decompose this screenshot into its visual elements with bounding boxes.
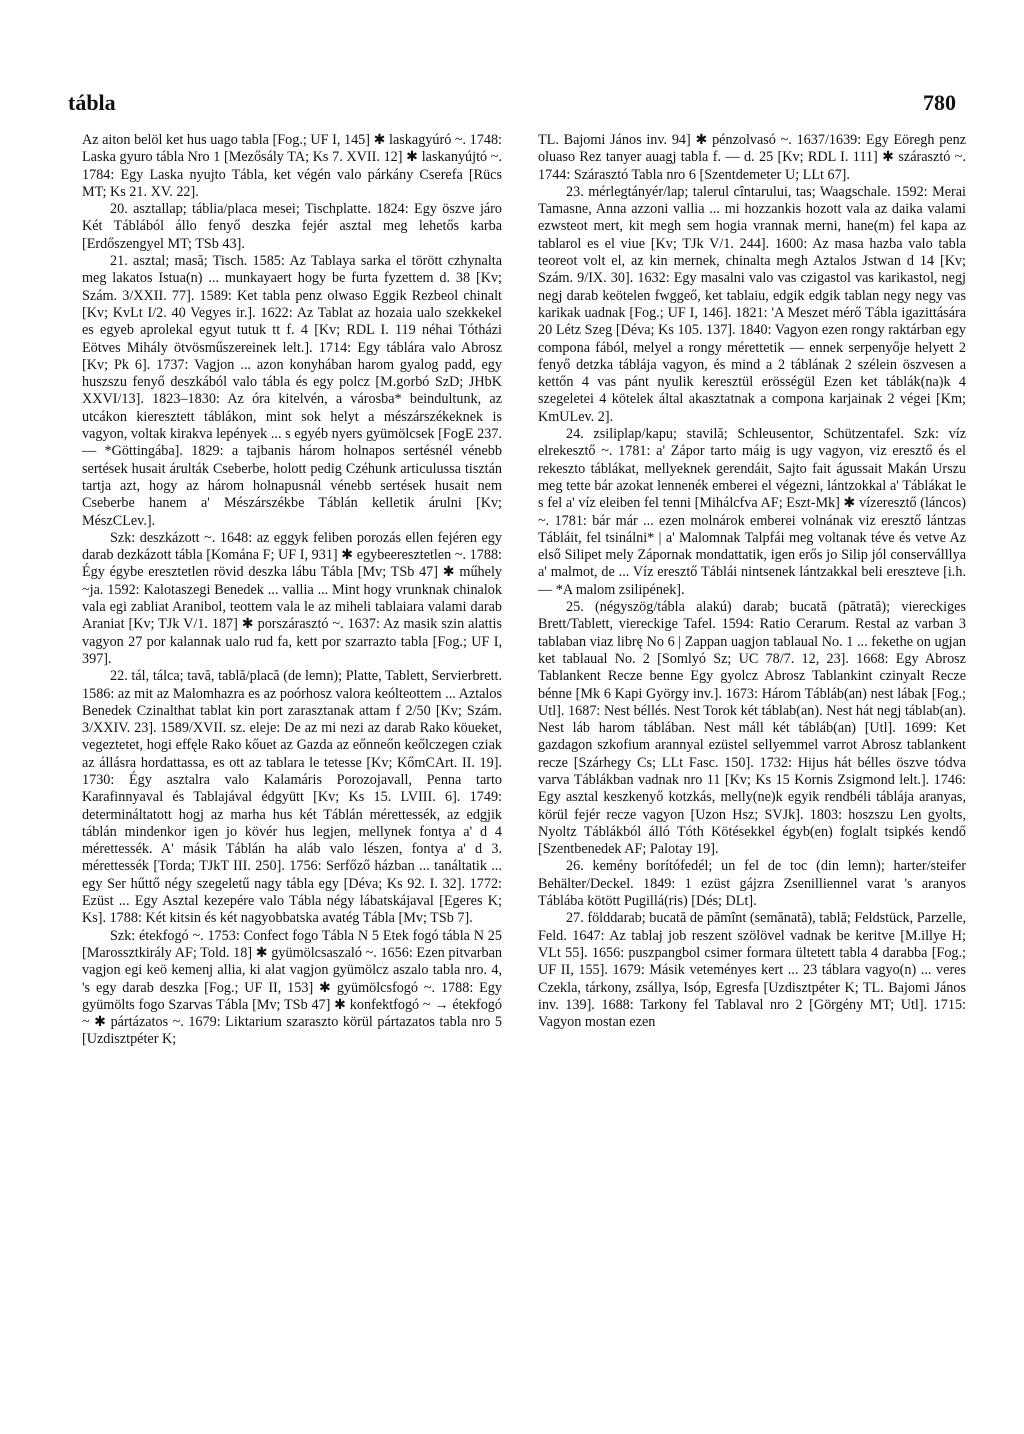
- left-paragraph-5: 22. tál, tálca; tavă, tablă/placă (de lemn); Platte, Tablett, Servierbrett. 1586: az mit az Malomhazra es az poórhosz valora keólteottem ... Aztalos Benedek Czinalthat tablat kin port zarasztanak attam f 2/50 [Kv; Szám. 3/XXIV. 23]. 1589/XVII. sz. eleje: De az mi nezi az darab Rako köueket, vegeztetet, hogi effęle Rako kőuet az Gazda az eőnneőn keőlczegen cziak az állásra hordattassa, es ott az tablara le tetesse [Kv; KőmCArt. II. 19]. 1730: Égy asztalra valo Kalamáris Porozojavall, Penna tarto Karafinnyaval és Tablajával édgyütt [Kv; Ks 15. LVIII. 6]. 1749: determináltatott hogj az marha hus két Táblán mérettessék, az edgjik táblán mindenkor igen jo kövér hus legjen, mellynek fontya a' d 4 mérettessék. A' másik Táblán ha aláb valo lészen, fontya a' d 3. mérettessék [Torda; TJkT III. 250]. 1756: Serfőző házban ... tanáltatik ... egy Ser hűttő négy szegeletű nagy tábla egy [Déva; Ks 92. I. 32]. 1772: Ezüst ... Egy Asztal kezepére valo Tábla négy lábatskájaval [Egeres K; Ks]. 1788: Két kitsin és két nagyobbatska avatég Tábla [Mv; TSb 7].: [82, 668, 502, 927]
- right-paragraph-4: 25. (négyszög/tábla alakú) darab; bucată (pătrată); viereckiges Brett/Tablett, viereckige Tafel. 1594: Ratio Cerarum. Restal az varban 3 tablaban viaz librę No 6 | Zappan uagjon tablaual No. 1 ... fekethe on ugjan ket tablaual No. 2 [Somlyó Sz; UC 78/7. 12, 23]. 1668: Egy Abrosz Tablankent Recze benne Egy gyolcz Abrosz Tablankint czinyalt Recze bénne [Mk 6 Kapi György inv.]. 1673: Három Tábláb(an) nest lábak [Fog.; Utl]. 1687: Nest béllés. Nest Torok két táblab(an). Nest hát negj táblab(an). Nest láb harom táblában. Nest máll két tábláb(an) [Utl]. 1699: Ket gazdagon szkofium arannyal ezüstel sellyemmel varrot Abrosz tablankent recze [Szárhegy Cs; LLt Fasc. 150]. 1732: Hijus hát bélles öszve tódva varva Táblákban vadnak nro 11 [Kv; Ks 15 Kornis Zsigmond lelt.]. 1746: Egy asztal keszkenyő kotzkás, melly(ne)k egyik rendbéli táblája aranyas, körül fejér recze vagyon [Uzon Hsz; SVJk]. 1803: hoszszu Len gyolts, Nyoltz Táblákból álló Tóth Kötésekkel égyb(en) foglalt tsipkés kendő [Szentbenedek AF; Palotay 19].: [538, 599, 966, 858]
- left-paragraph-1: Az aiton belöl ket hus uago tabla [Fog.; UF I, 145] ✱ laskagyúró ~. 1748: Laska gyuro tábla Nro 1 [Mezősály TA; Ks 7. XVII. 12] ✱ laskanyújtó ~. 1784: Egy Laska nyujto Tábla, ket végén valo párkány Cserefa [Rücs MT; Ks 21. XV. 22].: [82, 132, 502, 200]
- page-number: 780: [923, 90, 956, 115]
- left-paragraph-2: 20. asztallap; táblia/placa mesei; Tischplatte. 1824: Egy öszve járo Két Táblából állo fenyő deszka fejér asztal meg lehetős karba [Erdőszengyel MT; TSb 43].: [82, 201, 502, 252]
- right-paragraph-5: 26. kemény borítófedél; un fel de toc (din lemn); harter/steifer Behälter/Deckel. 1849: 1 ezüst gájzra Zsenilliennel varat 's aranyos Táblába kötött Pugillá(ris) [Dés; DLt].: [538, 858, 966, 910]
- page-header: [68, 90, 956, 120]
- right-paragraph-2: 23. mérlegtányér/lap; talerul cîntarului, tas; Waagschale. 1592: Merai Tamasne, Anna azzoni vallia ... mi hozzankis hozott vala az daika valami ezwsteot mert, kit megh sem hogia vrannak merni, hane(m) fel kapa az tablarol es el viue [Kv; TJk V/1. 244]. 1600: Az masa hazba valo tabla teoreot volt el, az kin mernek, chinalta megh Aztalos Jstwan d 14 [Kv; Szám. 9/IX. 30]. 1632: Egy masalni valo vas czigastol vas karikastol, negj negj darab keötelen fwggeő, ket tablaiu, edgik edgik tablan negy negy vas karikak uadnak [Fog.; UF I, 146]. 1821: 'A Meszet mérő Tábla igazittására 20 Létz Szeg [Déva; Ks 105. 137]. 1840: Vagyon ezen rongy raktárban egy compona fából, melyel a rongy mérettetik — ennek serpenyője helyett 2 fenyő detzka táblája vagyon, és mind a 2 táblának 2 szélein öszvesen a kettőn 4 vas pánt nyulik keresztül erösségül Ezen ket táblák(na)k 4 szegeletei 4 kötelek által akasztatnak a compona karjainak 2 végei [Km; KmULev. 2].: [538, 183, 966, 425]
- right-paragraph-3: 24. zsiliplap/kapu; stavilă; Schleusentor, Schützentafel. Szk: víz elrekesztő ~. 1781: a' Zápor tarto máig is ugy vagyon, viz eresztő és el rekeszto táblákat, mellyeknek gerendáit, Sajto fait águssait Makán Urszu meg tette bár azokat lennenék emberei el végezni, lántzokkal a' Táblákat le s fel a' víz eleiben fel tenni [Mihálcfva AF; Eszt-Mk] ✱ vízeresztő (láncos) ~. 1781: bár már ... ezen molnárok emberei volnának viz eresztő lántzas Tábláit, fel tsinálni* | a' Malomnak Talpfái meg voltanak téve és vetve Az első Silipet mely Zápornak mondattatik, igen erős jo Silip jól conserválllya a' malmot, de ... Víz eresztő Táblái nintsenek lántzakkal beli ereszteve [i.h. — *A malom zsilipének].: [538, 426, 966, 598]
- right-paragraph-1: TL. Bajomi János inv. 94] ✱ pénzolvasó ~. 1637/1639: Egy Eöregh penz oluaso Rez tanyer auagj tabla f. — d. 25 [Kv; RDL I. 111] ✱ szárasztó ~. 1744: Szárasztó Tabla nro 6 [Szentdemeter U; LLt 67].: [538, 132, 966, 183]
- left-column: [82, 132, 502, 1049]
- left-paragraph-4: Szk: deszkázott ~. 1648: az eggyk feliben porozás ellen fejéren egy darab dezkázott tábla [Komána F; UF I, 931] ✱ egybeeresztetlen ~. 1788: Égy égybe eresztetlen rövid deszka lábu Tábla [Mv; TSb 47] ✱ műhely ~ja. 1592: Kalotaszegi Benedek ... vallia ... Mint hogy vrunknak chinalok vala egi zabliat Aranibol, teottem vala le az miheli tablaiara valami darab Araniat [Kv; TJk V/1. 187] ✱ porszárasztó ~. 1637: Az masik szin alattis vagyon 27 por kalannak ualo rud fa, kett por szarrazto tabla [Fog.; UF I, 397].: [82, 529, 502, 667]
- left-paragraph-6: Szk: étekfogó ~. 1753: Confect fogo Tábla N 5 Etek fogó tábla N 25 [Marossztkirály AF; Told. 18] ✱ gyümölcsaszaló ~. 1656: Ezen pitvarban vagjon egi keö kemenj allia, ki alat vagjon gyümölcz aszalo tabla nro. 4, 's egy darab deszka [Fog.; UF II, 153] ✱ gyümölcsfogó ~. 1788: Egy gyümölts fogo Szarvas Tábla [Mv; TSb 47] ✱ konfektfogó ~ → étekfogó ~ ✱ pártázatos ~. 1679: Liktarium szaraszto körül pártazatos tabla nro 5 [Uzdisztpéter K;: [82, 927, 502, 1048]
- right-column: [538, 132, 966, 1031]
- left-paragraph-3: 21. asztal; masă; Tisch. 1585: Az Tablaya sarka el törött czhynalta meg lakatos Istua(n) ... munkayaert hogy be furta fyzettem d. 38 [Kv; Szám. 3/XXII. 77]. 1589: Ket tabla penz olwaso Eggik Rezbeol chinalt [Kv; KvLt I/2. 40 Vegyes ir.]. 1622: Az Tablat az hozaia ualo szekkekel es egyeb aprolekal egyut tutuk tt f. 4 [Kv; RDL I. 119 néhai Tótházi Eötves Mihály ötvösműszereinek lelt.]. 1714: Egy táblára valo Abrosz [Kv; Pk 6]. 1737: Vagjon ... azon konyhában harom gyalog padd, egy huszszu fenyő deszkából valo tábla és egy polcz [M.gorbó SzD; JHbK XXVI/13]. 1823–1830: Az óra kitelvén, a városba* beindultunk, az utcákon kieresztett táblákon, mint sok helyt a mészárszékeknek is vagyon, voltak kirakva lepények ... s egyéb nyers gyümölcsek [FogE 237. — *Göttingába]. 1829: a tajbanis három holnapos sertésnél vénebb sertések husait árulták Cseberbe, holott pedig Czéhunk articulussa tisztán tartja azt, hogy az három holnapusnál vénebb sertések husait nem Cseberbe hanem a' Mészárszékbe Táblán kelletik árulni [Kv; MészCLev.].: [82, 253, 502, 529]
- right-paragraph-6: 27. földdarab; bucată de pămînt (semănată), tablă; Feldstück, Parzelle, Feld. 1647: Az tablaj job reszent szölövel vadnak be keritve [M.illye H; VLt 55]. 1656: puszpangbol csimer formara ültetett tabla 4 darabba [Fog.; UF II, 155]. 1679: Másik veteményes kert ... 23 táblara vagyo(n) ... veres Czekla, tárkony, zsállya, Isóp, Egresfa [Uzdisztpéter K; TL. Bajomi János inv. 139]. 1688: Tarkony fel Tablaval nro 2 [Görgény MT; Utl]. 1715: Vagyon mostan ezen: [538, 910, 966, 1031]
- running-headword: tábla: [68, 90, 116, 115]
